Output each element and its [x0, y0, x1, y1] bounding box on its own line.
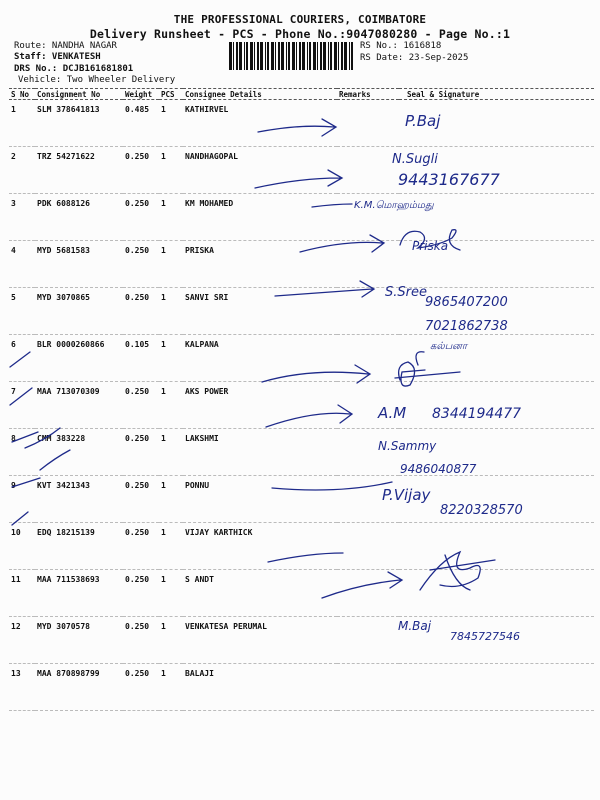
row-weight: 0.250 — [123, 570, 159, 617]
row-sno: 7 — [9, 382, 35, 429]
row-signature — [399, 382, 594, 429]
row-sno: 8 — [9, 429, 35, 476]
row-consignee: VENKATESA PERUMAL — [183, 617, 337, 664]
row-pcs: 1 — [159, 429, 183, 476]
row-consignment: SLM 378641813 — [35, 100, 123, 147]
row-consignee: BALAJI — [183, 664, 337, 711]
row-weight: 0.250 — [123, 194, 159, 241]
sig-row-8-initials: A.M — [378, 404, 407, 422]
row-pcs: 1 — [159, 523, 183, 570]
sig-row-1: P.Baj — [405, 112, 441, 130]
row-consignment: MYD 3070865 — [35, 288, 123, 335]
row-weight: 0.250 — [123, 147, 159, 194]
row-signature — [399, 194, 594, 241]
row-sno: 3 — [9, 194, 35, 241]
table-row — [9, 429, 594, 476]
row-weight: 0.105 — [123, 335, 159, 382]
sig-row-5-phone1: 9865407200 — [425, 295, 508, 310]
row-remarks — [337, 100, 399, 147]
row-sno: 11 — [9, 570, 35, 617]
row-consignee: LAKSHMI — [183, 429, 337, 476]
row-pcs: 1 — [159, 288, 183, 335]
company-title: THE PROFESSIONAL COURIERS, COIMBATORE — [173, 13, 427, 26]
sig-row-10-name: P.Vijay — [382, 486, 431, 504]
sig-row-13-name: M.Baj — [398, 619, 432, 633]
sig-row-2-phone: 9443167677 — [398, 170, 500, 189]
row-consignee: AKS POWER — [183, 382, 337, 429]
barcode — [229, 42, 355, 70]
row-signature — [399, 664, 594, 711]
row-sno: 6 — [9, 335, 35, 382]
sig-row-5-name: S.Sree — [385, 285, 427, 300]
row-consignee: KATHIRVEL — [183, 100, 337, 147]
sig-row-5-phone2: 7021862738 — [425, 319, 508, 334]
row-remarks — [337, 523, 399, 570]
row-consignee: KM MOHAMED — [183, 194, 337, 241]
row-remarks — [337, 288, 399, 335]
row-consignment: EDQ 18215139 — [35, 523, 123, 570]
sig-row-9-name: N.Sammy — [378, 439, 437, 453]
row-signature — [399, 335, 594, 382]
sig-row-9-phone: 9486040877 — [400, 462, 477, 476]
col-consignment: Consignment No — [35, 89, 123, 100]
row-sno: 10 — [9, 523, 35, 570]
table-header-row — [9, 89, 594, 100]
row-pcs: 1 — [159, 617, 183, 664]
row-consignment: CMM 383228 — [35, 429, 123, 476]
rs-date: RS Date: 23-Sep-2025 — [360, 53, 469, 63]
row-signature — [399, 476, 594, 523]
row-consignee: NANDHAGOPAL — [183, 147, 337, 194]
row-signature — [399, 570, 594, 617]
col-remarks: Remarks — [337, 89, 399, 100]
row-sno: 4 — [9, 241, 35, 288]
row-consignment: PDK 6088126 — [35, 194, 123, 241]
sig-row-2-name: N.Sugli — [392, 152, 438, 167]
row-signature — [399, 523, 594, 570]
table-row — [9, 147, 594, 194]
row-consignment: MYD 3070578 — [35, 617, 123, 664]
table-row — [9, 288, 594, 335]
row-remarks — [337, 147, 399, 194]
row-remarks — [337, 194, 399, 241]
table-row — [9, 476, 594, 523]
row-weight: 0.250 — [123, 617, 159, 664]
col-signature: Seal & Signature — [399, 89, 594, 100]
drs-number: DRS No.: DCJB161681801 — [14, 64, 134, 74]
row-remarks — [337, 476, 399, 523]
table-row — [9, 664, 594, 711]
row-weight: 0.250 — [123, 288, 159, 335]
col-consignee: Consignee Details — [183, 89, 337, 100]
row-pcs: 1 — [159, 382, 183, 429]
row-signature — [399, 617, 594, 664]
row-consignee: SANVI SRI — [183, 288, 337, 335]
sig-row-13-phone: 7845727546 — [450, 630, 520, 643]
sig-row-8-phone: 8344194477 — [432, 406, 522, 422]
row-weight: 0.250 — [123, 476, 159, 523]
row-sno: 9 — [9, 476, 35, 523]
table-row — [9, 100, 594, 147]
sig-row-10-phone: 8220328570 — [440, 503, 523, 518]
rs-number: RS No.: 1616818 — [360, 41, 442, 51]
row-weight: 0.250 — [123, 429, 159, 476]
row-signature — [399, 429, 594, 476]
table-row — [9, 382, 594, 429]
sig-row-3: K.M.மொஹம்மது — [354, 200, 434, 211]
sig-row-4: Priska — [412, 239, 449, 253]
row-consignment: MAA 870898799 — [35, 664, 123, 711]
table-row — [9, 241, 594, 288]
row-remarks — [337, 429, 399, 476]
row-sno: 1 — [9, 100, 35, 147]
vehicle-label: Vehicle: Two Wheeler Delivery — [18, 75, 176, 85]
row-remarks — [337, 570, 399, 617]
row-pcs: 1 — [159, 664, 183, 711]
row-remarks — [337, 335, 399, 382]
row-weight: 0.250 — [123, 241, 159, 288]
row-weight: 0.250 — [123, 664, 159, 711]
row-consignee: KALPANA — [183, 335, 337, 382]
row-pcs: 1 — [159, 476, 183, 523]
row-consignment: BLR 0000260866 — [35, 335, 123, 382]
runsheet-subtitle: Delivery Runsheet - PCS - Phone No.:9047080280 - Page No.:1 — [89, 27, 511, 41]
row-consignee: S ANDT — [183, 570, 337, 617]
row-pcs: 1 — [159, 100, 183, 147]
row-weight: 0.250 — [123, 523, 159, 570]
row-consignment: MYD 5681583 — [35, 241, 123, 288]
sig-row-5-tamil: கல்பனா — [430, 341, 468, 352]
col-sno: S No — [9, 89, 35, 100]
row-sno: 2 — [9, 147, 35, 194]
row-signature — [399, 288, 594, 335]
staff-label: Staff: VENKATESH — [14, 52, 101, 62]
row-consignment: TRZ 54271622 — [35, 147, 123, 194]
table-row — [9, 617, 594, 664]
table-row — [9, 194, 594, 241]
row-remarks — [337, 382, 399, 429]
row-sno: 13 — [9, 664, 35, 711]
row-consignment: MAA 713070309 — [35, 382, 123, 429]
row-signature — [399, 147, 594, 194]
row-consignee: PRISKA — [183, 241, 337, 288]
table-row — [9, 570, 594, 617]
row-pcs: 1 — [159, 570, 183, 617]
row-consignee: VIJAY KARTHICK — [183, 523, 337, 570]
row-pcs: 1 — [159, 241, 183, 288]
row-pcs: 1 — [159, 147, 183, 194]
row-weight: 0.250 — [123, 382, 159, 429]
table-row — [9, 523, 594, 570]
col-pcs: PCS — [159, 89, 183, 100]
row-consignment: MAA 711538693 — [35, 570, 123, 617]
row-pcs: 1 — [159, 194, 183, 241]
table-row — [9, 335, 594, 382]
row-remarks — [337, 664, 399, 711]
row-weight: 0.485 — [123, 100, 159, 147]
runsheet-table — [9, 88, 594, 711]
row-remarks — [337, 617, 399, 664]
row-consignee: PONNU — [183, 476, 337, 523]
row-remarks — [337, 241, 399, 288]
row-sno: 12 — [9, 617, 35, 664]
row-signature — [399, 241, 594, 288]
row-consignment: KVT 3421343 — [35, 476, 123, 523]
row-pcs: 1 — [159, 335, 183, 382]
row-signature — [399, 100, 594, 147]
col-weight: Weight — [123, 89, 159, 100]
route-label: Route: NANDHA NAGAR — [14, 41, 117, 51]
row-sno: 5 — [9, 288, 35, 335]
